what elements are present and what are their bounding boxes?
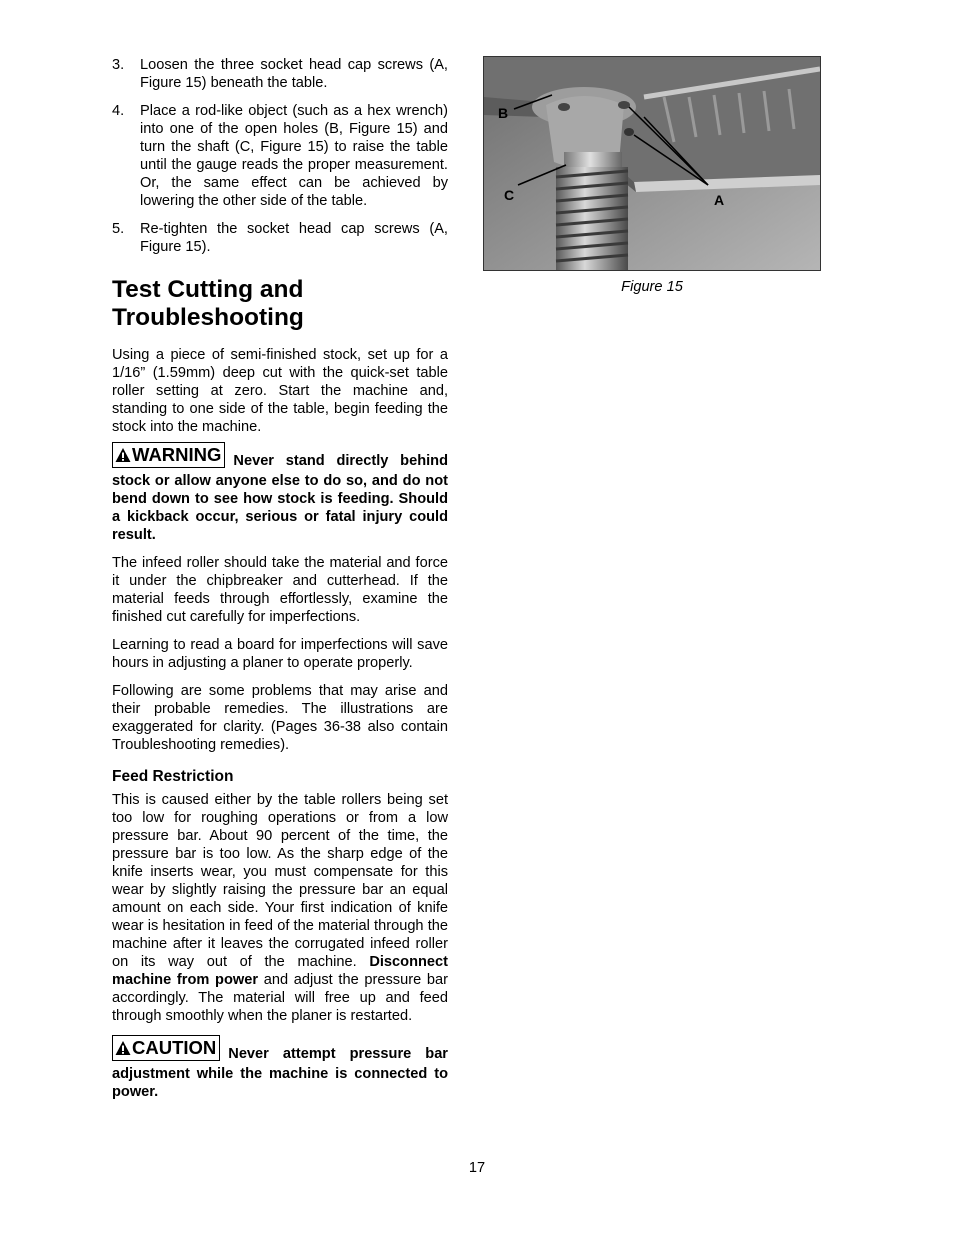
label-b: B xyxy=(498,105,509,121)
warning-triangle-icon xyxy=(115,1040,131,1056)
warning-label: WARNING xyxy=(132,444,222,465)
step-number: 5. xyxy=(112,221,125,237)
figure-15-photo xyxy=(483,56,821,271)
step-number: 4. xyxy=(112,103,125,119)
figure-labels xyxy=(484,57,820,270)
feed-restriction-heading: Feed Restriction xyxy=(112,768,234,785)
step-text: Re-tighten the socket head cap screws (A, Figure 15). xyxy=(140,221,448,255)
intro-paragraph: Using a piece of semi-finished stock, set up for a 1/16” (1.59mm) deep cut with the quick-set table roller setting at zero. Start the machine and, standing to one side of the table, begin feeding the stock into the machine. xyxy=(112,347,448,435)
label-c: C xyxy=(504,187,515,203)
procedure-steps xyxy=(112,56,448,256)
feed-restriction-bold: Disconnect machine from power xyxy=(112,954,448,988)
warning-badge xyxy=(112,442,225,468)
list-item xyxy=(112,102,448,210)
paragraph: Following are some problems that may arise and their probable remedies. The illustrations are exaggerated for clarity. (Pages 36-38 also contain Troubleshooting remedies). xyxy=(112,683,448,753)
caution-notice xyxy=(112,1039,448,1101)
section-title xyxy=(112,276,448,332)
feed-restriction-paragraph xyxy=(112,791,448,1025)
list-item xyxy=(112,56,448,92)
caution-badge xyxy=(112,1035,220,1061)
step-text: Place a rod-like object (such as a hex wrench) into one of the open holes (B, Figure 15) and turn the shaft (C, Figure 15) to raise the table until the gauge reads the proper measurement. Or, the same effect can be achieved by lowering the other side of the table. xyxy=(140,103,448,209)
warning-triangle-icon xyxy=(115,447,131,463)
step-text: Loosen the three socket head cap screws (A, Figure 15) beneath the table. xyxy=(140,57,448,91)
section-title-line1: Test Cutting and xyxy=(112,276,304,303)
paragraph: Learning to read a board for imperfections will save hours in adjusting a planer to operate properly. xyxy=(112,637,448,671)
warning-notice xyxy=(112,446,448,544)
feed-restriction-text: This is caused either by the table rollers being set too low for roughing operations or from a low pressure bar. About 90 percent of the time, the pressure bar is too low. As the sharp edge of the knife inserts wear, you must compensate for this wear by slightly raising the pressure bar an equal amount on each side. Your first indication of knife wear is hesitation in feed of the material through the machine after it leaves the corrugated infeed roller on its way out of the machine. xyxy=(112,792,448,970)
figure-caption: Figure 15 xyxy=(621,279,683,295)
page-number: 17 xyxy=(468,1160,486,1176)
list-item xyxy=(112,220,448,256)
label-a: A xyxy=(714,192,725,208)
paragraph: The infeed roller should take the material and force it under the chipbreaker and cutterhead. If the material feeds through effortlessly, examine the finished cut carefully for imperfections. xyxy=(112,555,448,625)
feed-restriction-text-end: and adjust the pressure bar accordingly. The material will free up and feed through smoothly when the planer is restarted. xyxy=(112,972,448,1024)
caution-text: Never attempt pressure bar adjustment while the machine is connected to power. xyxy=(112,1046,448,1100)
caution-label: CAUTION xyxy=(132,1037,217,1058)
step-number: 3. xyxy=(112,57,125,73)
section-title-line2: Troubleshooting xyxy=(112,304,304,331)
warning-text: Never stand directly behind stock or allow anyone else to do so, and do not bend down to see how stock is feeding. Should a kickback occur, serious or fatal injury could result. xyxy=(112,453,448,543)
left-column xyxy=(112,56,448,1111)
